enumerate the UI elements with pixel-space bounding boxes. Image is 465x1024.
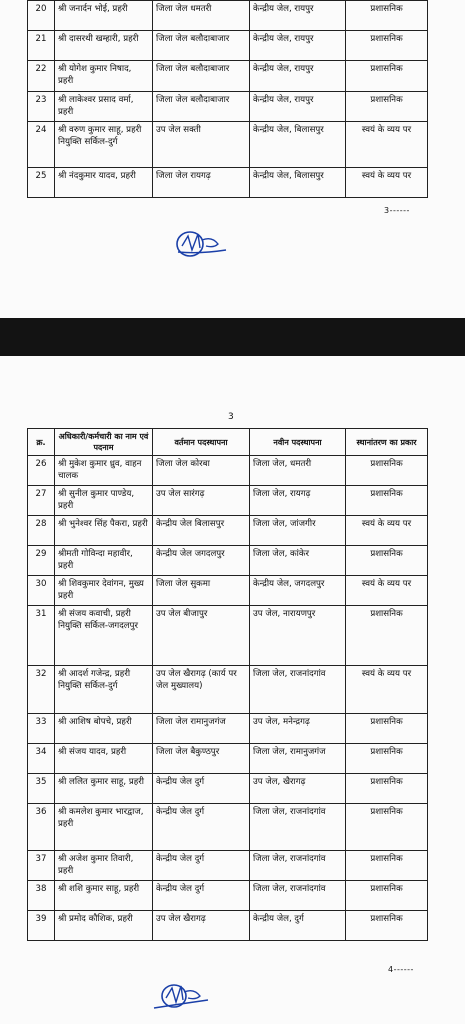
- cell-serial: 36: [28, 804, 55, 851]
- cell-serial: 28: [28, 516, 55, 546]
- table-row: [28, 744, 428, 774]
- table-row: [28, 516, 428, 546]
- cell-name-designation: श्री कमलेश कुमार भारद्वाज, प्रहरी: [55, 804, 153, 851]
- cell-new-posting: केन्द्रीय जेल, दुर्ग: [250, 911, 346, 941]
- cell-new-posting: केन्द्रीय जेल, बिलासपुर: [250, 122, 346, 168]
- cell-current-posting: केन्द्रीय जेल जगदलपुर: [153, 546, 250, 576]
- cell-serial: 23: [28, 92, 55, 122]
- cell-name-designation: श्री ललित कुमार साहू, प्रहरी: [55, 774, 153, 804]
- cell-current-posting: केन्द्रीय जेल दुर्ग: [153, 881, 250, 911]
- cell-current-posting: जिला जेल बलौदाबाजार: [153, 31, 250, 61]
- cell-current-posting: उप जेल खैरागढ़ (कार्य पर जेल मुख्यालय): [153, 666, 250, 714]
- cell-name-designation: श्री संजय कवाची, प्रहरी नियुक्ति सर्किल-जगदलपुर: [55, 606, 153, 666]
- page-continuation-marker: 3------: [384, 206, 410, 215]
- cell-transfer-type: प्रशासनिक: [346, 92, 428, 122]
- cell-new-posting: जिला जेल, राजनांदगांव: [250, 881, 346, 911]
- cell-serial: 37: [28, 851, 55, 881]
- table-row: [28, 666, 428, 714]
- cell-transfer-type: स्वयं के व्यय पर: [346, 576, 428, 606]
- cell-name-designation: श्री वरुण कुमार साहू, प्रहरी नियुक्ति सर्किल-दुर्ग: [55, 122, 153, 168]
- cell-current-posting: जिला जेल सुकमा: [153, 576, 250, 606]
- table-row: [28, 576, 428, 606]
- cell-current-posting: उप जेल खैरागढ़: [153, 911, 250, 941]
- cell-name-designation: श्रीमती गोविन्दा महावीर, प्रहरी: [55, 546, 153, 576]
- cell-current-posting: जिला जेल रायगढ़: [153, 168, 250, 198]
- cell-name-designation: श्री आदर्श गजेन्द्र, प्रहरी नियुक्ति सर्किल-दुर्ग: [55, 666, 153, 714]
- header-serial: क्र.: [28, 429, 55, 456]
- cell-current-posting: जिला जेल धमतरी: [153, 1, 250, 31]
- cell-transfer-type: प्रशासनिक: [346, 606, 428, 666]
- cell-transfer-type: प्रशासनिक: [346, 1, 428, 31]
- cell-new-posting: जिला जेल, राजनांदगांव: [250, 666, 346, 714]
- transfer-table-page-3: [27, 428, 428, 941]
- cell-name-designation: श्री प्रमोद कौशिक, प्रहरी: [55, 911, 153, 941]
- table-row: [28, 92, 428, 122]
- table-row: [28, 168, 428, 198]
- cell-current-posting: केन्द्रीय जेल दुर्ग: [153, 851, 250, 881]
- cell-current-posting: केन्द्रीय जेल दुर्ग: [153, 774, 250, 804]
- cell-serial: 26: [28, 456, 55, 486]
- cell-transfer-type: स्वयं के व्यय पर: [346, 516, 428, 546]
- cell-serial: 27: [28, 486, 55, 516]
- cell-new-posting: जिला जेल, रामानुजगंज: [250, 744, 346, 774]
- cell-transfer-type: स्वयं के व्यय पर: [346, 168, 428, 198]
- table-row: [28, 851, 428, 881]
- header-new-posting: नवीन पदस्थापना: [250, 429, 346, 456]
- cell-serial: 38: [28, 881, 55, 911]
- cell-current-posting: केन्द्रीय जेल बिलासपुर: [153, 516, 250, 546]
- cell-serial: 39: [28, 911, 55, 941]
- transfer-table-page-2: [27, 0, 428, 198]
- cell-transfer-type: प्रशासनिक: [346, 546, 428, 576]
- cell-serial: 31: [28, 606, 55, 666]
- cell-new-posting: उप जेल, मनेन्द्रगढ़: [250, 714, 346, 744]
- cell-name-designation: श्री सुनील कुमार पाण्डेय, प्रहरी: [55, 486, 153, 516]
- table-row: [28, 546, 428, 576]
- cell-current-posting: जिला जेल रामानुजगंज: [153, 714, 250, 744]
- table-row: [28, 486, 428, 516]
- cell-current-posting: जिला जेल कोरबा: [153, 456, 250, 486]
- cell-serial: 22: [28, 61, 55, 92]
- page-number: 3: [228, 412, 234, 422]
- page-separator-bar: [0, 318, 465, 356]
- cell-new-posting: केन्द्रीय जेल, बिलासपुर: [250, 168, 346, 198]
- table-header-row: [28, 429, 428, 456]
- cell-serial: 33: [28, 714, 55, 744]
- cell-transfer-type: प्रशासनिक: [346, 744, 428, 774]
- document-page-2-fragment: [0, 0, 465, 318]
- cell-new-posting: जिला जेल, धमतरी: [250, 456, 346, 486]
- table-row: [28, 606, 428, 666]
- cell-transfer-type: प्रशासनिक: [346, 456, 428, 486]
- cell-transfer-type: प्रशासनिक: [346, 486, 428, 516]
- cell-name-designation: श्री शिवकुमार देवांगन, मुख्य प्रहरी: [55, 576, 153, 606]
- cell-current-posting: उप जेल बीजापुर: [153, 606, 250, 666]
- cell-new-posting: केन्द्रीय जेल, रायपुर: [250, 92, 346, 122]
- cell-current-posting: उप जेल सक्ती: [153, 122, 250, 168]
- table-row: [28, 774, 428, 804]
- cell-current-posting: केन्द्रीय जेल दुर्ग: [153, 804, 250, 851]
- table-row: [28, 804, 428, 851]
- cell-serial: 30: [28, 576, 55, 606]
- cell-transfer-type: प्रशासनिक: [346, 851, 428, 881]
- cell-serial: 32: [28, 666, 55, 714]
- cell-serial: 34: [28, 744, 55, 774]
- cell-name-designation: श्री जनार्दन भोई, प्रहरी: [55, 1, 153, 31]
- table-row: [28, 31, 428, 61]
- cell-new-posting: जिला जेल, जांजगीर: [250, 516, 346, 546]
- cell-name-designation: श्री संजय यादव, प्रहरी: [55, 744, 153, 774]
- cell-name-designation: श्री मुकेश कुमार ध्रुव, वाहन चालक: [55, 456, 153, 486]
- header-name-designation: अधिकारी/कर्मचारी का नाम एवं पदनाम: [55, 429, 153, 456]
- cell-current-posting: जिला जेल बलौदाबाजार: [153, 92, 250, 122]
- cell-serial: 20: [28, 1, 55, 31]
- cell-serial: 25: [28, 168, 55, 198]
- cell-name-designation: श्री दासरथी खम्हारी, प्रहरी: [55, 31, 153, 61]
- cell-transfer-type: प्रशासनिक: [346, 774, 428, 804]
- table-row: [28, 714, 428, 744]
- cell-new-posting: जिला जेल, कांकेर: [250, 546, 346, 576]
- cell-transfer-type: प्रशासनिक: [346, 714, 428, 744]
- header-transfer-type: स्थानांतरण का प्रकार: [346, 429, 428, 456]
- cell-name-designation: श्री अजेश कुमार तिवारी, प्रहरी: [55, 851, 153, 881]
- cell-new-posting: केन्द्रीय जेल, रायपुर: [250, 61, 346, 92]
- cell-transfer-type: प्रशासनिक: [346, 881, 428, 911]
- cell-transfer-type: प्रशासनिक: [346, 61, 428, 92]
- cell-serial: 35: [28, 774, 55, 804]
- signature-image: [150, 978, 212, 1014]
- header-current-posting: वर्तमान पदस्थापना: [153, 429, 250, 456]
- cell-transfer-type: स्वयं के व्यय पर: [346, 122, 428, 168]
- cell-new-posting: केन्द्रीय जेल, रायपुर: [250, 1, 346, 31]
- cell-name-designation: श्री शशि कुमार साहू, प्रहरी: [55, 881, 153, 911]
- cell-current-posting: जिला जेल बैकुण्ठपुर: [153, 744, 250, 774]
- cell-current-posting: जिला जेल बलौदाबाजार: [153, 61, 250, 92]
- cell-serial: 24: [28, 122, 55, 168]
- cell-name-designation: श्री योगेश कुमार निषाद, प्रहरी: [55, 61, 153, 92]
- cell-serial: 29: [28, 546, 55, 576]
- table-row: [28, 61, 428, 92]
- cell-name-designation: श्री नंदकुमार यादव, प्रहरी: [55, 168, 153, 198]
- table-row: [28, 1, 428, 31]
- cell-new-posting: जिला जेल, राजनांदगांव: [250, 851, 346, 881]
- cell-new-posting: उप जेल, खैरागढ़: [250, 774, 346, 804]
- cell-transfer-type: प्रशासनिक: [346, 31, 428, 61]
- table-row: [28, 456, 428, 486]
- cell-new-posting: जिला जेल, राजनांदगांव: [250, 804, 346, 851]
- cell-name-designation: श्री आशिष बोपचे, प्रहरी: [55, 714, 153, 744]
- cell-name-designation: श्री लाकेश्वर प्रसाद वर्मा, प्रहरी: [55, 92, 153, 122]
- cell-new-posting: उप जेल, नारायणपुर: [250, 606, 346, 666]
- cell-name-designation: श्री भुनेश्वर सिंह पैकरा, प्रहरी: [55, 516, 153, 546]
- table-row: [28, 881, 428, 911]
- table-row: [28, 122, 428, 168]
- cell-new-posting: केन्द्रीय जेल, जगदलपुर: [250, 576, 346, 606]
- cell-new-posting: केन्द्रीय जेल, रायपुर: [250, 31, 346, 61]
- signature-image: [170, 226, 230, 260]
- cell-current-posting: उप जेल सारंगढ़: [153, 486, 250, 516]
- cell-new-posting: जिला जेल, रायगढ़: [250, 486, 346, 516]
- page-continuation-marker: 4------: [388, 965, 414, 974]
- cell-transfer-type: स्वयं के व्यय पर: [346, 666, 428, 714]
- table-row: [28, 911, 428, 941]
- cell-serial: 21: [28, 31, 55, 61]
- cell-transfer-type: प्रशासनिक: [346, 804, 428, 851]
- cell-transfer-type: प्रशासनिक: [346, 911, 428, 941]
